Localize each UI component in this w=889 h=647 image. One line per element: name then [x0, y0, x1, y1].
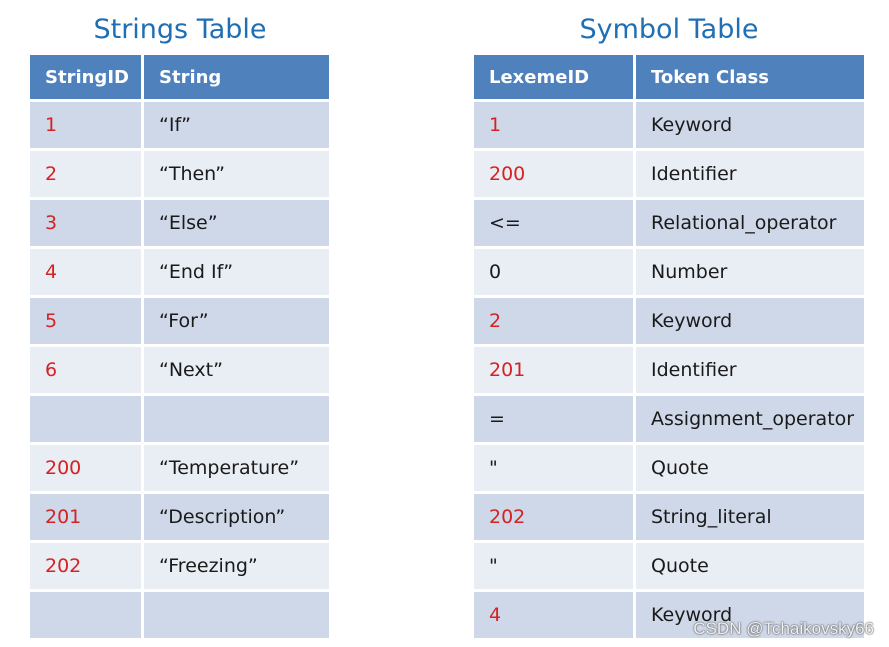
token-class-cell: Quote — [636, 445, 864, 491]
token-class-cell: Keyword — [636, 592, 864, 638]
token-class-cell: Number — [636, 249, 864, 295]
string-id-cell: 201 — [30, 494, 141, 540]
lexeme-id-cell: 1 — [474, 102, 633, 148]
lexeme-id-cell: 0 — [474, 249, 633, 295]
symbol-table-title: Symbol Table — [579, 14, 759, 45]
lexeme-id-cell: 202 — [474, 494, 633, 540]
string-value-cell — [144, 592, 329, 638]
string-value-cell: “Next” — [144, 347, 329, 393]
token-class-cell: Quote — [636, 543, 864, 589]
string-value-cell: “Description” — [144, 494, 329, 540]
string-value-cell — [144, 396, 329, 442]
string-id-cell — [30, 396, 141, 442]
string-value-cell: “Freezing” — [144, 543, 329, 589]
lexeme-id-cell: = — [474, 396, 633, 442]
string-id-cell: 3 — [30, 200, 141, 246]
string-id-cell: 5 — [30, 298, 141, 344]
string-id-cell: 2 — [30, 151, 141, 197]
lexeme-id-cell: <= — [474, 200, 633, 246]
lexeme-id-cell: 2 — [474, 298, 633, 344]
token-class-cell: Keyword — [636, 298, 864, 344]
string-id-cell: 6 — [30, 347, 141, 393]
symbol-header-lexemeid: LexemeID — [474, 55, 633, 99]
string-id-cell: 4 — [30, 249, 141, 295]
strings-header-string: String — [144, 55, 329, 99]
watermark-text: CSDN @Tchaikovsky66 — [693, 619, 874, 638]
symbol-table — [474, 55, 864, 638]
token-class-cell: Identifier — [636, 347, 864, 393]
string-value-cell: “Else” — [144, 200, 329, 246]
string-value-cell: “Then” — [144, 151, 329, 197]
token-class-cell: Relational_operator — [636, 200, 864, 246]
strings-header-stringid: StringID — [30, 55, 141, 99]
string-value-cell: “For” — [144, 298, 329, 344]
lexeme-id-cell: " — [474, 543, 633, 589]
token-class-cell: Identifier — [636, 151, 864, 197]
string-id-cell — [30, 592, 141, 638]
string-value-cell: “Temperature” — [144, 445, 329, 491]
strings-table-title: Strings Table — [93, 14, 267, 45]
token-class-cell: String_literal — [636, 494, 864, 540]
strings-table — [30, 55, 329, 638]
token-class-cell: Keyword — [636, 102, 864, 148]
lexeme-id-cell: " — [474, 445, 633, 491]
lexeme-id-cell: 201 — [474, 347, 633, 393]
string-id-cell: 200 — [30, 445, 141, 491]
string-id-cell: 1 — [30, 102, 141, 148]
string-id-cell: 202 — [30, 543, 141, 589]
lexeme-id-cell: 4 — [474, 592, 633, 638]
string-value-cell: “End If” — [144, 249, 329, 295]
symbol-header-token-class: Token Class — [636, 55, 864, 99]
lexeme-id-cell: 200 — [474, 151, 633, 197]
string-value-cell: “If” — [144, 102, 329, 148]
token-class-cell: Assignment_operator — [636, 396, 864, 442]
